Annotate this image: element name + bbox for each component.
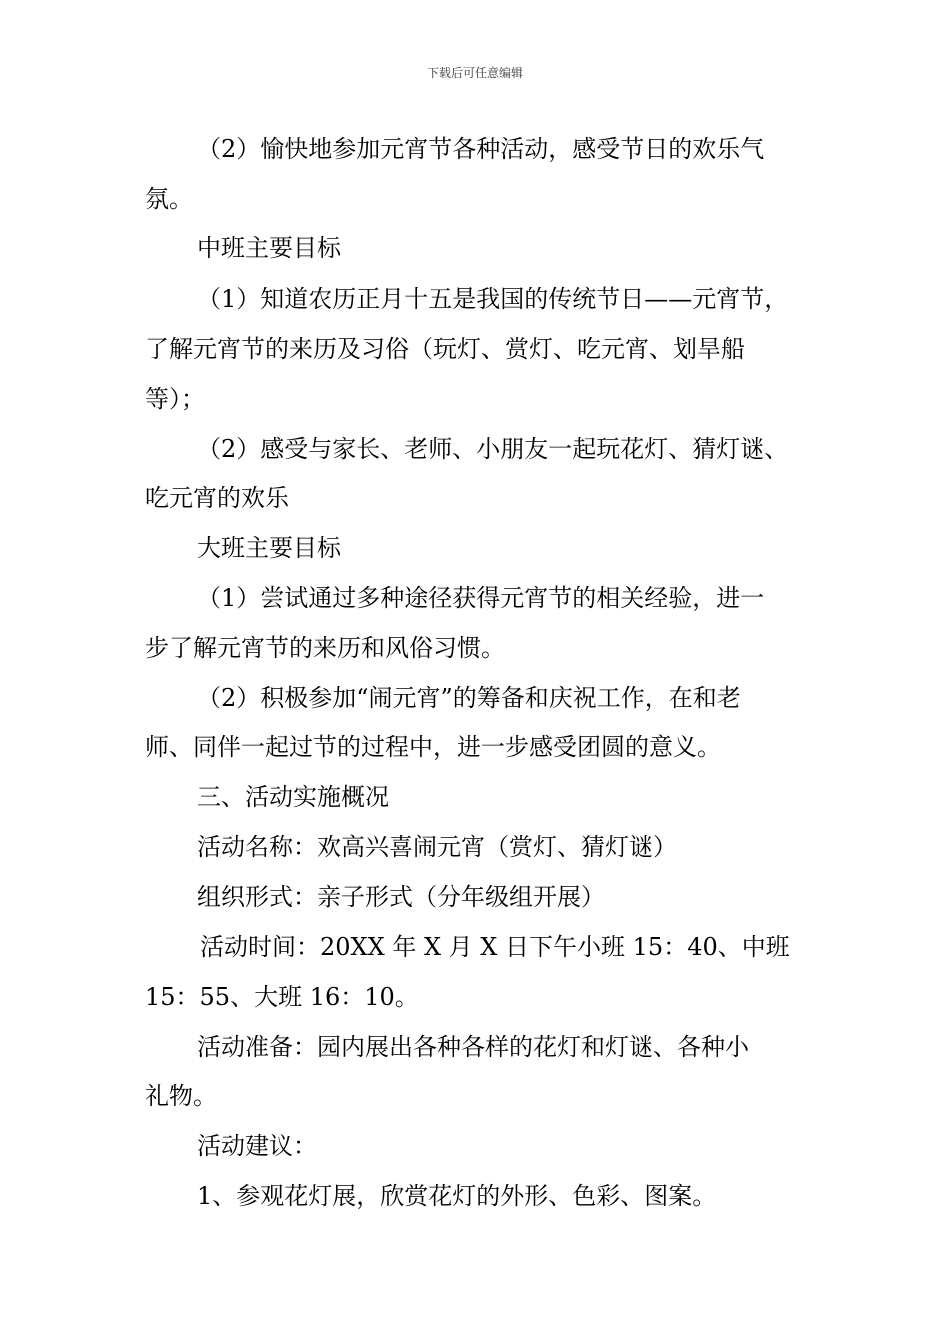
paragraph-line: 步了解元宵节的来历和风俗习惯。 <box>145 634 505 662</box>
paragraph-line: （2）感受与家长、老师、小朋友一起玩花灯、猜灯谜、 <box>197 435 789 463</box>
paragraph-line: 了解元宵节的来历及习俗（玩灯、赏灯、吃元宵、划旱船 <box>145 335 745 363</box>
section-heading: 大班主要目标 <box>197 534 341 562</box>
paragraph-line: 吃元宵的欢乐 <box>145 484 289 512</box>
paragraph-line: （1）知道农历正月十五是我国的传统节日——元宵节， <box>197 285 789 313</box>
paragraph-line: 15：55、大班 16：10。 <box>145 983 419 1011</box>
paragraph-line: （2）愉快地参加元宵节各种活动，感受节日的欢乐气 <box>197 135 765 163</box>
paragraph-line: 活动准备：园内展出各种各样的花灯和灯谜、各种小 <box>197 1033 749 1061</box>
section-heading: 三、活动实施概况 <box>197 783 389 811</box>
section-heading: 活动建议： <box>197 1132 317 1160</box>
paragraph-line: 活动时间：20XX 年 X 月 X 日下午小班 15：40、中班 <box>200 933 790 961</box>
page-header: 下载后可任意编辑 <box>426 66 523 80</box>
section-heading: 中班主要目标 <box>197 234 341 262</box>
paragraph-line: （2）积极参加“闹元宵”的筹备和庆祝工作，在和老 <box>197 684 741 712</box>
paragraph-line: 氛。 <box>145 185 193 213</box>
paragraph-line: 活动名称：欢高兴喜闹元宵（赏灯、猜灯谜） <box>197 833 677 861</box>
list-item: 1、参观花灯展，欣赏花灯的外形、色彩、图案。 <box>197 1182 717 1210</box>
paragraph-line: 等）； <box>145 385 205 413</box>
paragraph-line: （1）尝试通过多种途径获得元宵节的相关经验，进一 <box>197 584 765 612</box>
paragraph-line: 师、同伴一起过节的过程中，进一步感受团圆的意义。 <box>145 733 721 761</box>
paragraph-line: 组织形式：亲子形式（分年级组开展） <box>197 883 605 911</box>
paragraph-line: 礼物。 <box>145 1082 217 1110</box>
